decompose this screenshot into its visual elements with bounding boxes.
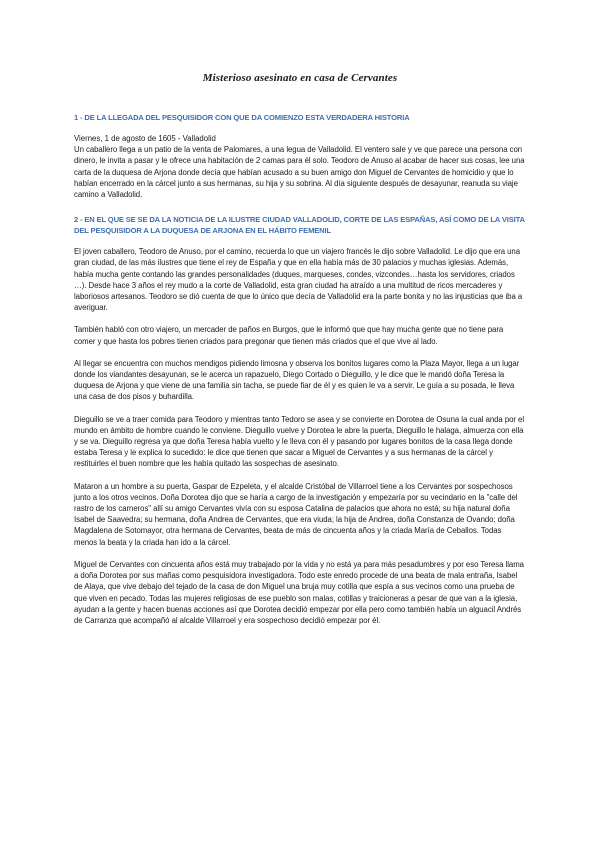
document-title: Misterioso asesinato en casa de Cervantes — [202, 72, 398, 84]
section-2-paragraph: El joven caballero, Teodoro de Anuso, por el camino, recuerda lo que un viajero francés le dijo sobre Valladolid. Le dijo que era una gran ciudad, de las más ilustres que tiene el rey de España y que en ella había más de 30 palacios y muchas iglesias. Además, había mucha gente contando las grandes personalidades (duques, marqueses, condes, vizcondes…hasta los servidores, criados …). Desde hace 3 años el rey mudo a la corte de Valladolid, esta gran ciudad ha atraído a una multitud de ricos mercaderes y laboriosos artesanos. Teodoro se dió cuenta de que lo único que decía de Valladolid era la parte bonita y no las injusticias que iba a averiguar. — [74, 247, 523, 313]
section-2-paragraph: También habló con otro viajero, un mercader de paños en Burgos, que le informó que que hay mucha gente que no tiene para comer y que hasta los pobres tienen criados para pregonar que tienen más criados que el que vive al lado. — [74, 325, 504, 346]
section-1-date-line: Viernes, 1 de agosto de 1605 - Valladolid — [74, 134, 216, 143]
section-2-heading: 2 - EN EL QUE SE SE DA LA NOTICIA DE LA ILUSTRE CIUDAD VALLADOLID, CORTE DE LAS ESPAÑAS, ASÍ COMO DE LA VISITA DEL PESQUISIDOR A LA DUQUESA DE ARJONA EN EL HÁBITO FEMENIL — [74, 215, 525, 236]
section-2-paragraph: Dieguillo se ve a traer comida para Teodoro y mientras tanto Tedoro se asea y se convierte en Dorotea de Osuna la cual anda por el mundo en ámbito de hombre cuando le conviene. Dieguillo vuelve y Dorotea le abre la puerta, Dieguillo le halaga, almuerza con ella y se va. Dieguillo regresa ya que doña Teresa había vuelto y le lleva con él y pasando por lugares bonitos de la casa llega donde estaba Teresa y le explica lo sucedido: le dice que tienen que sacar a Miguel de Cervantes y a sus hermanas de la cárcel y restituirles el buen nombre que les había quitado las sospechas de asesinato. — [74, 414, 525, 469]
section-2-paragraph: Miguel de Cervantes con cincuenta años está muy trabajado por la vida y no está ya para más pesadumbres y por eso Teresa llama a doña Dorotea por sus mañas como pesquisidora investigadora. Todo este enredo procede de una beata de mala entraña, Isabel de Alaya, que vive debajo del tejado de la casa de don Miguel una bruja muy cotilla que espía a sus vecinos como una prueba de que viven en pecado. Todas las mujeres religiosas de ese pueblo son malas, cotillas y traicioneras a pesar de que van a la iglesia, ayudan a la gente y hacen buenas acciones así que Dorotea decidió empezar por ella pero como también había un alguacil Andrés de Carranza que acompañó al alcalde Villarroel y era sospechoso decidió empezar por él. — [74, 559, 524, 625]
section-2-paragraph: Al llegar se encuentra con muchos mendigos pidiendo limosna y observa los bonitos lugares como la Plaza Mayor, llega a un lugar donde los viandantes desayunan, se le acerca un rapazuelo, Diego Cortado o Dieguillo, y le dice que le mandó doña Teresa la duquesa de Arjona y que viene de una familia sin tacha, se puede fiar de él y es quien le va a servir. Le guía a su posada, le lleva una casa de dos pisos y buhardilla. — [74, 358, 520, 402]
section-1-heading: 1 - DE LA LLEGADA DEL PESQUISIDOR CON QUE DA COMIENZO ESTA VERDADERA HISTORIA — [74, 113, 410, 122]
section-2-paragraph: Mataron a un hombre a su puerta, Gaspar de Ezpeleta, y el alcalde Cristóbal de Villarroel tiene a los Cervantes por sospechosos junto a los otros vecinos. Doña Dorotea dijo que se haría a cargo de la investigación y empezaría por su vecindario en la "calle del rastro de los carneros" allí su amigo Cervantes vivía con su esposa Catalina de palacios que ahora no está; su hija natural doña Isabel de Saavedra; su hermana, doña Andrea de Cervantes, que era viuda; la hija de Andrea, doña Constanza de Ovando; doña Magdalena de Sotomayor, otra hermana de Cervantes, beata de más de cincuenta años y la criada María de Ceballos. Todas menos la beata y la criada han ido a la cárcel. — [74, 481, 518, 547]
section-1-paragraph: Un caballero llega a un patio de la venta de Palomares, a una legua de Valladolid. El ventero sale y ve que parece una persona con dinero, le invita a pasar y le ofrece una habitación de 2 camas para él solo. Teodoro de Anuso al acabar de hacer sus cosas, lee una carta de la duquesa de Arjona donde decía que habían acusado a su buen amigo don Miguel de Cervantes de homicidio y que lo habían encerrado en la cárcel junto a sus hermanas, su hija y su sobrina. Al día siguiente después de desayunar, reanuda su viaje camino a Valladolid. — [74, 145, 525, 200]
